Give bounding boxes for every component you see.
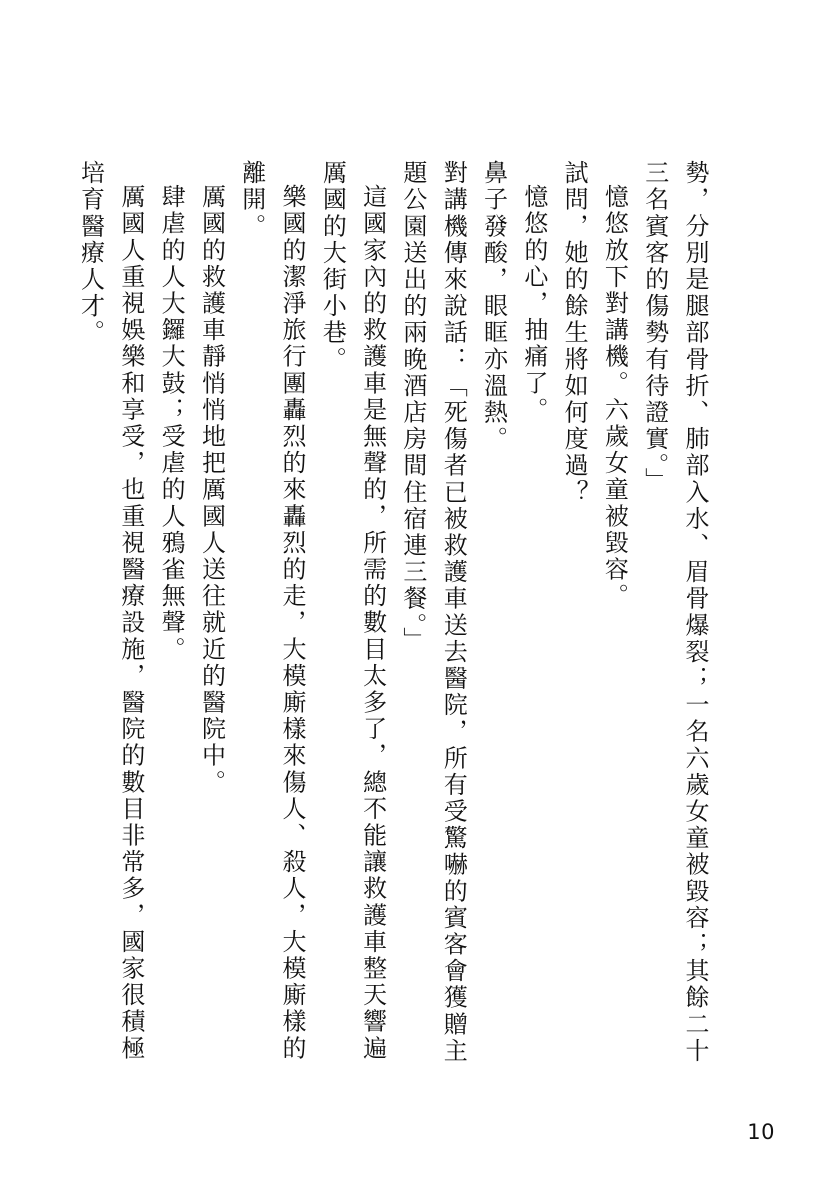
paragraph: 憶悠的心，抽痛了。 <box>519 184 548 424</box>
paragraph: 厲國人重視娛樂和享受，也重視醫療設施，醫院的數目非常多，國家很積極培育醫療人才。 <box>76 160 145 1062</box>
paragraph: 肆虐的人大鑼大鼓；受虐的人鴉雀無聲。 <box>157 184 186 663</box>
paragraph: 憶悠放下對講機。六歲女童被毀容。 <box>600 184 629 610</box>
paragraph: 對講機傳來說話：「死傷者已被救護車送去醫院，所有受驚嚇的賓客會獲贈主題公園送出的兩晚酒店房間住宿連三餐。」 <box>398 160 468 1065</box>
paragraph: 試問，她的餘生將如何度過？ <box>560 160 589 506</box>
paragraph: 勢，分別是腿部骨折、肺部入水、眉骨爆裂；一名六歲女童被毀容；其餘二十三名賓客的傷勢有待證實。」 <box>640 160 709 1065</box>
paragraph: 厲國的救護車靜悄悄地把厲國人送往就近的醫院中。 <box>197 184 226 796</box>
paragraph: 這國家內的救護車是無聲的，所需的數目太多了，總不能讓救護車整天響遍厲國的大街小巷。 <box>318 160 387 1062</box>
paragraph: 樂國的潔淨旅行團轟烈的來轟烈的走，大模廝樣來傷人、殺人，大模廝樣的離開。 <box>237 160 307 1062</box>
paragraph: 鼻子發酸，眼眶亦溫熱。 <box>479 160 508 453</box>
page-number: 10 <box>747 1120 775 1144</box>
vertical-text-body <box>76 160 715 1080</box>
